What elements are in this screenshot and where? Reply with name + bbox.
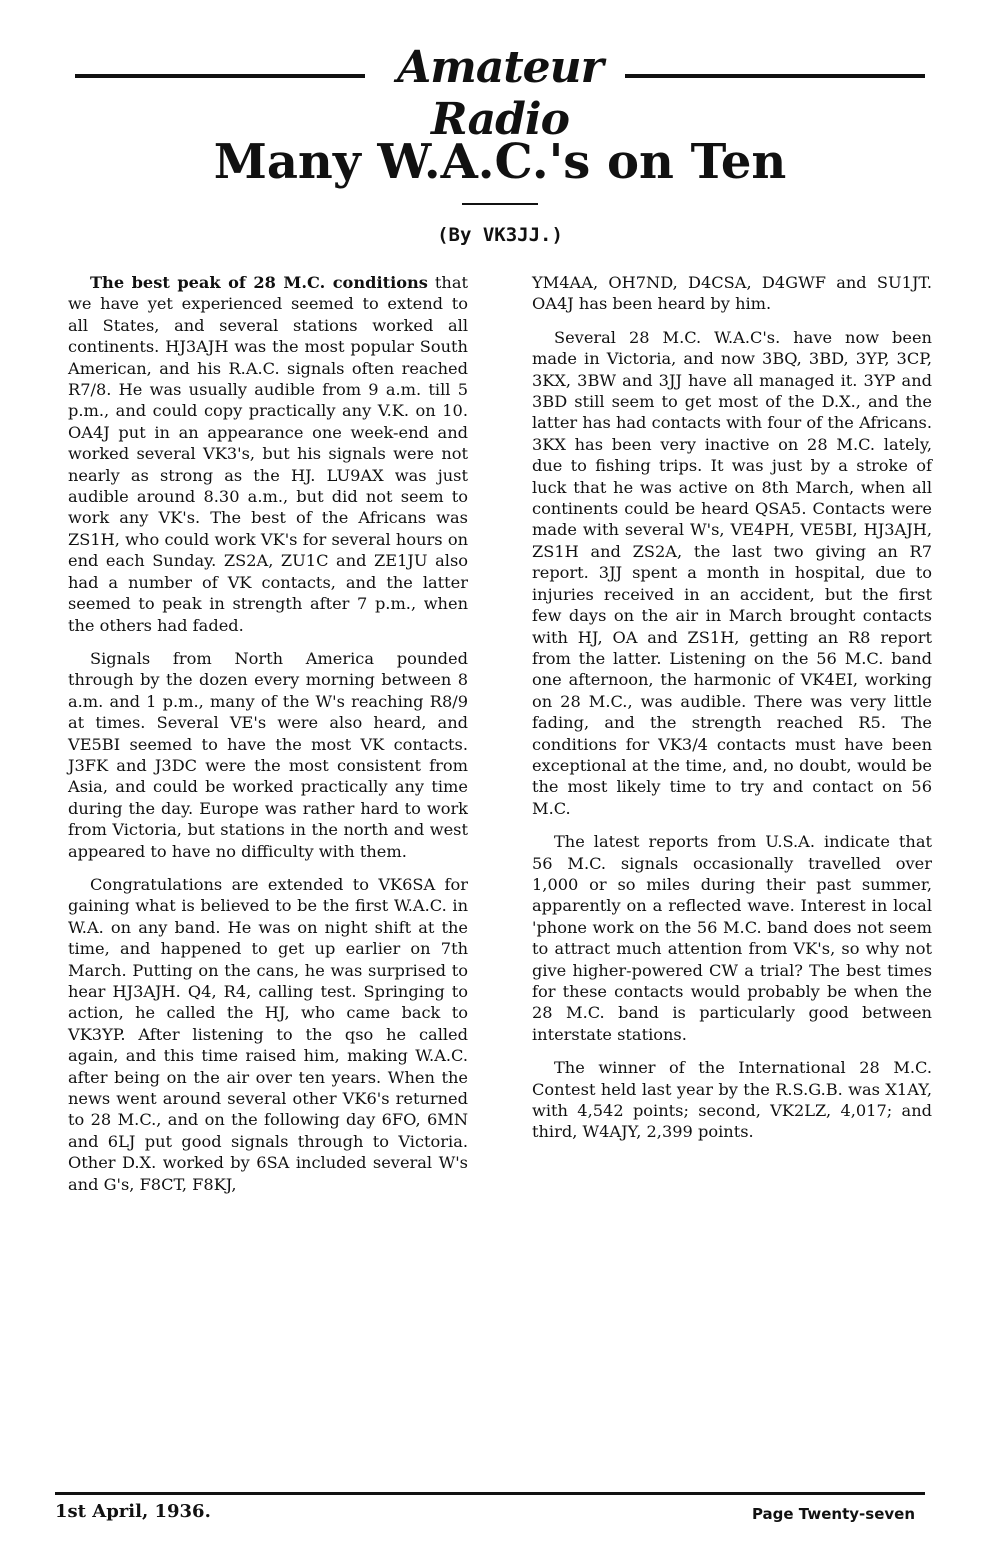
article-title: Many W.A.C.'s on Ten <box>213 134 787 190</box>
masthead-rule-right <box>625 74 925 78</box>
masthead-logo: Amateur Radio <box>397 42 603 145</box>
footer-date: 1st April, 1936. <box>55 1501 211 1522</box>
article-byline: (By VK3JJ.) <box>437 224 563 246</box>
paragraph-text: that we have yet experienced seemed to extend to all States, and several stations worked all continents. HJ3AJH was the most popular South American, and his R.A.C. signals often reached R7/8. He was usually audible from 9 a.m. till 5 p.m., and could copy practically any V.K. on 10. OA4J put in an appearance one week-end and worked several VK3's, but his signals were not nearly as strong as the HJ. LU9AX was just audible around 8.30 a.m., but did not seem to work any VK's. The best of the Africans was ZS1H, who could work VK's for several hours on end each Sunday. ZS2A, ZU1C and ZE1JU also had a number of VK contacts, and the latter seemed to peak in strength after 7 p.m., when the others had faded. <box>68 273 468 635</box>
footer-page-number: Page Twenty-seven <box>751 1505 915 1523</box>
article-paragraph-4: Several 28 M.C. W.A.C's. have now been made in Victoria, and now 3BQ, 3BD, 3YP, 3CP, 3KX, 3BW and 3JJ have all managed it. 3YP and 3BD still seem to get most of the D.X., and the latter has had contacts with four of the Africans. 3KX has been very inactive on 28 M.C. lately, due to fishing trips. It was just by a stroke of luck that he was active on 8th March, when all continents could be heard QSA5. Contacts were made with several W's, VE4PH, VE5BI, HJ3AJH, ZS1H and ZS2A, the last two giving an R7 report. 3JJ spent a month in hospital, due to injuries received in an accident, but the first few days on the air in March brought contacts with HJ, OA and ZS1H, getting an R8 report from the latter. Listening on the 56 M.C. band one afternoon, the harmonic of VK4EI, working on 28 M.C., was audible. There was very little fading, and the strength reached R5. The conditions for VK3/4 contacts must have been exceptional at the time, and, no doubt, would be the most likely time to try and contact on 56 M.C. <box>532 327 932 818</box>
lead-in-text: The best peak of 28 M.C. conditions <box>90 273 428 292</box>
masthead <box>75 40 925 145</box>
article-column-right <box>532 272 932 1155</box>
article-paragraph-1 <box>68 272 468 636</box>
footer-rule <box>55 1492 925 1495</box>
article-paragraph-2: Signals from North America pounded through by the dozen every morning between 8 a.m. and 1 p.m., many of the W's reaching R8/9 at times. Several VE's were also heard, and VE5BI seemed to have the most VK contacts. J3FK and J3DC were the most consistent from Asia, and could be worked practically any time during the day. Europe was rather hard to work from Victoria, but stations in the north and west appeared to have no difficulty with them. <box>68 648 468 861</box>
article-column-left <box>68 272 468 1207</box>
article-paragraph-continued: YM4AA, OH7ND, D4CSA, D4GWF and SU1JT. OA4J has been heard by him. <box>532 273 932 314</box>
article-paragraph-3: Congratulations are extended to VK6SA for gaining what is believed to be the first W.A.C. in W.A. on any band. He was on night shift at the time, and happened to get up earlier on 7th March. Putting on the cans, he was surprised to hear HJ3AJH. Q4, R4, calling test. Springing to action, he called the HJ, who came back to VK3YP. After listening to the qso he called again, and this time raised him, making W.A.C. after being on the air over ten years. When the news went around several other VK6's returned to 28 M.C., and on the following day 6FO, 6MN and 6LJ put good signals through to Victoria. Other D.X. worked by 6SA included several W's and G's, F8CT, F8KJ, <box>68 874 468 1194</box>
title-divider <box>462 203 538 205</box>
article-paragraph-6: The winner of the International 28 M.C. Contest held last year by the R.S.G.B. was X1AY, with 4,542 points; second, VK2LZ, 4,017; and third, W4AJY, 2,399 points. <box>532 1058 932 1142</box>
masthead-rule-left <box>75 74 365 78</box>
article-paragraph-5: The latest reports from U.S.A. indicate that 56 M.C. signals occasionally travelled over 1,000 or so miles during their past summer, apparently on a reflected wave. Interest in local 'phone work on the 56 M.C. band does not seem to attract much attention from VK's, so why not give higher-powered CW a trial? The best times for these contacts would probably be when the 28 M.C. band is particularly good between interstate stations. <box>532 832 932 1044</box>
